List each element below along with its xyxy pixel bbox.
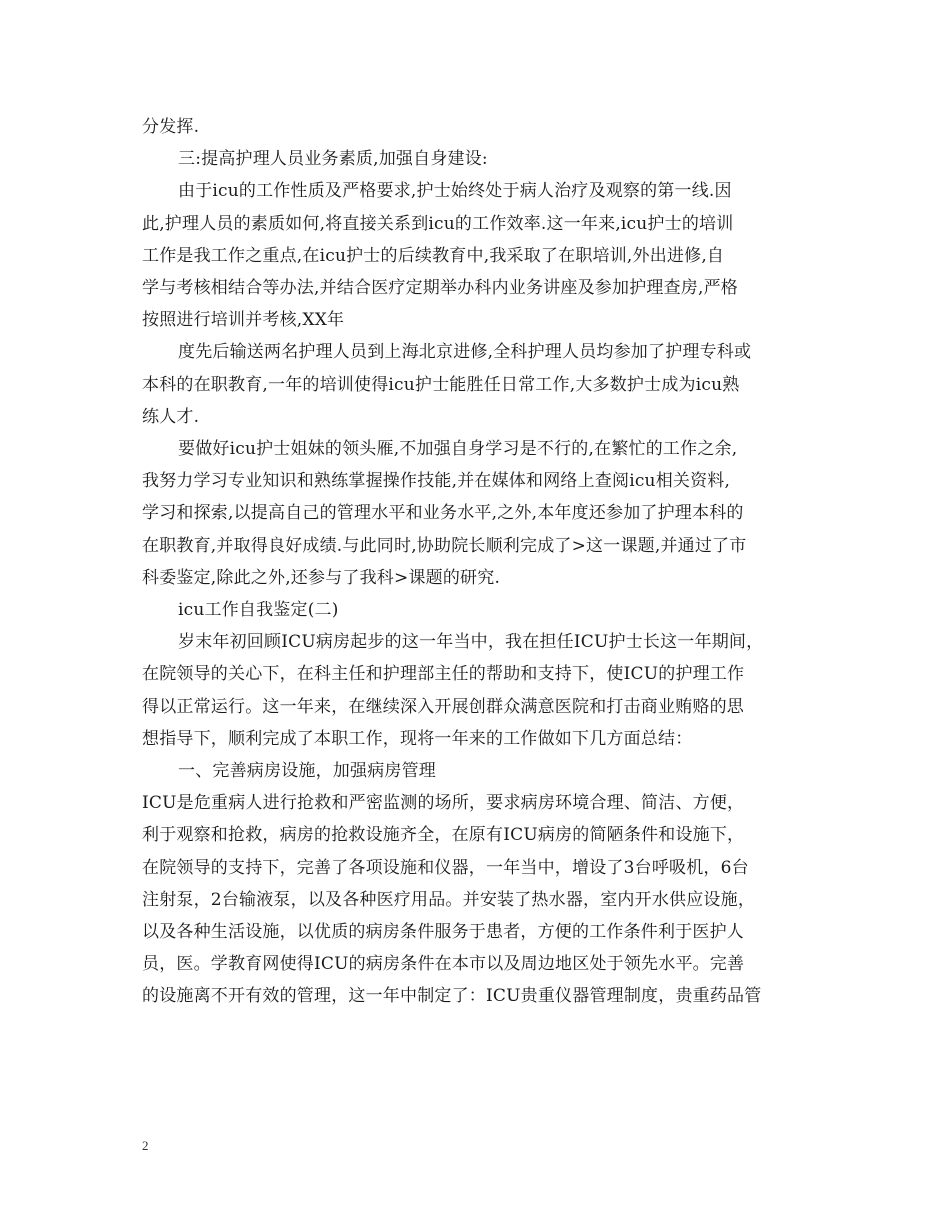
text-line: 度先后输送两名护理人员到上海北京进修,全科护理人员均参加了护理专科或	[178, 342, 752, 363]
text-line: 由于icu的工作性质及严格要求,护士始终处于病人治疗及观察的第一线.因	[178, 181, 732, 202]
text-line: 学习和探索,以提高自己的管理水平和业务水平,之外,本年度还参加了护理本科的	[142, 503, 744, 524]
text-line: 三:提高护理人员业务素质,加强自身建设:	[178, 149, 488, 170]
paragraph	[142, 787, 827, 1012]
text-line: 我努力学习专业知识和熟练掌握操作技能,并在媒体和网络上查阅icu相关资料,	[142, 471, 731, 492]
text-line: 岁末年初回顾ICU病房起步的这一年当中，我在担任ICU护士长这一年期间，	[178, 632, 764, 653]
paragraph	[142, 111, 827, 143]
text-line: 以及各种生活设施，以优质的病房条件服务于患者，方便的工作条件利于医护人	[142, 922, 744, 943]
text-line: 科委鉴定,除此之外,还参与了我科>课题的研究.	[142, 567, 501, 588]
text-line: 在职教育,并取得良好成绩.与此同时,协助院长顺利完成了>这一课题,并通过了市	[142, 535, 747, 556]
text-line: 想指导下，顺利完成了本职工作，现将一年来的工作做如下几方面总结：	[142, 728, 693, 749]
paragraph	[142, 594, 827, 626]
text-line: 员，医。学教育网使得ICU的病房条件在本市以及周边地区处于领先水平。完善	[142, 954, 745, 975]
text-line: 在院领导的关心下，在科主任和护理部主任的帮助和支持下，使ICU的护理工作	[142, 664, 745, 685]
paragraph	[142, 336, 827, 433]
paragraph	[142, 175, 827, 336]
document-body	[142, 111, 827, 1013]
page-number: 2	[142, 1138, 149, 1153]
text-line: 一、完善病房设施，加强病房管理	[178, 761, 436, 782]
text-line: 按照进行培训并考核,XX年	[142, 310, 345, 331]
text-line: 此,护理人员的素质如何,将直接关系到icu的工作效率.这一年来,icu护士的培训	[142, 213, 734, 234]
text-line: 得以正常运行。这一年来，在继续深入开展创群众满意医院和打击商业贿赂的思	[142, 696, 744, 717]
text-line: 本科的在职教育,一年的培训使得icu护士能胜任日常工作,大多数护士成为icu熟	[142, 374, 740, 395]
text-line: 的设施离不开有效的管理，这一年中制定了：ICU贵重仪器管理制度，贵重药品管	[142, 986, 762, 1007]
paragraph	[142, 755, 827, 787]
text-line: 利于观察和抢救，病房的抢救设施齐全，在原有ICU病房的简陋条件和设施下，	[142, 825, 745, 846]
text-line: 注射泵，2台输液泵，以及各种医疗用品。并安装了热水器，室内开水供应设施，	[142, 889, 756, 910]
text-line: 在院领导的支持下，完善了各项设施和仪器，一年当中，增设了3台呼吸机，6台	[142, 857, 749, 878]
text-line: 工作是我工作之重点,在icu护士的后续教育中,我采取了在职培训,外出进修,自	[142, 245, 725, 266]
text-line: 练人才.	[142, 406, 200, 427]
text-line: 学与考核相结合等办法,并结合医疗定期举办科内业务讲座及参加护理查房,严格	[142, 278, 739, 299]
text-line: 分发挥.	[142, 117, 200, 137]
paragraph	[142, 433, 827, 594]
text-line: 要做好icu护士姐妹的领头雁,不加强自身学习是不行的,在繁忙的工作之余,	[178, 439, 738, 460]
paragraph	[142, 143, 827, 175]
text-line: icu工作自我鉴定(二)	[178, 600, 339, 621]
paragraph	[142, 626, 827, 755]
text-line: ICU是危重病人进行抢救和严密监测的场所，要求病房环境合理、简洁、方便，	[142, 793, 745, 814]
